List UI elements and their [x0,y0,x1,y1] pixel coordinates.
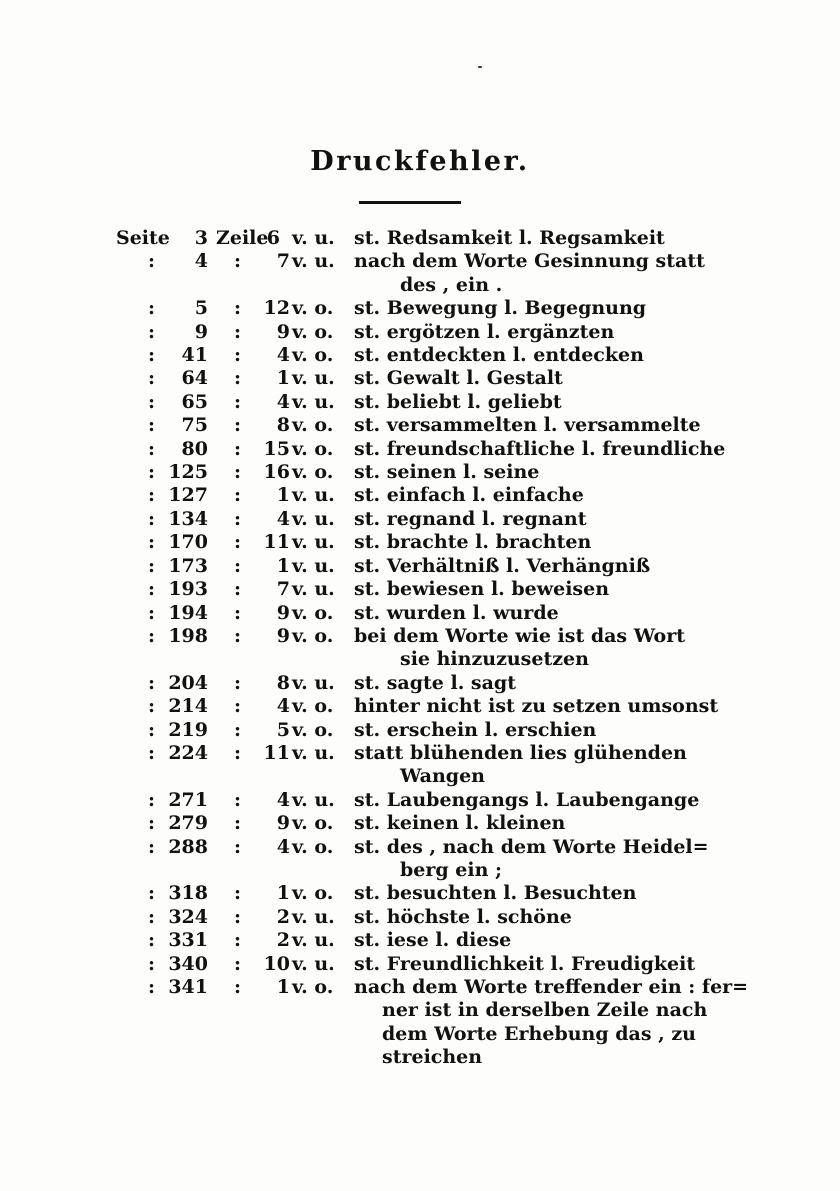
line-direction: v. o. [292,812,334,835]
page-number: 127 [168,484,208,507]
page-number: 194 [168,601,208,624]
errata-row [116,836,726,883]
line-number: 8 [276,414,290,437]
ditto-mark: : [148,929,156,952]
ditto-mark: : [148,414,156,437]
line-direction: v. o. [292,624,334,647]
correction-continuation: Wangen [400,765,485,788]
errata-row [116,976,749,1070]
correction-continuation: sie hinzuzusetzen [400,648,589,671]
line-number: 4 [276,344,290,367]
ditto-mark: : [148,601,156,624]
correction-text: st. Laubengangs l. Laubengange [354,788,700,811]
line-direction: v. u. [292,741,335,764]
seite-label: Seite [116,227,170,249]
line-direction: v. o. [292,297,334,320]
correction-text: st. des , nach dem Worte Heidel= [354,835,709,858]
line-number: 7 [276,578,290,601]
correction-text: st. höchste l. schöne [354,905,572,928]
line-direction: v. u. [292,905,335,928]
correction-text: st. entdeckten l. entdecken [354,344,644,367]
correction-text: st. einfach l. einfache [354,484,584,507]
line-direction: v. o. [292,320,334,343]
errata-row [116,297,726,320]
line-number: 4 [276,835,290,858]
ditto-mark: : [234,905,242,928]
line-direction: v. u. [292,484,335,507]
page-number: 331 [168,929,208,952]
ditto-mark: : [148,624,156,647]
correction-text: st. ergötzen l. ergänzten [354,320,615,343]
line-direction: v. u. [292,578,335,601]
ditto-mark: : [234,484,242,507]
title-rule [359,201,461,204]
ditto-mark: : [234,578,242,601]
ditto-mark: : [148,531,156,554]
errata-row [116,742,726,789]
correction-text: st. beliebt l. geliebt [354,390,562,413]
ditto-mark: : [148,976,156,998]
ditto-mark: : [234,835,242,858]
page-number: 75 [181,414,208,437]
ditto-mark: : [234,929,242,952]
page-number: 318 [168,882,208,905]
correction-text: st. besuchten l. Besuchten [354,882,637,905]
ditto-mark: : [148,718,156,741]
errata-row [116,321,726,344]
ditto-mark: : [148,297,156,320]
ditto-mark: : [234,741,242,764]
line-direction: v. o. [292,461,334,484]
line-direction: v. o. [292,718,334,741]
page-number: 224 [168,741,208,764]
errata-list [116,227,749,1070]
ditto-mark: : [234,461,242,484]
correction-text: st. erschein l. erschien [354,718,597,741]
line-number: 16 [263,461,290,484]
line-number: 2 [276,929,290,952]
page-number: 324 [168,905,208,928]
line-direction: v. o. [292,414,334,437]
correction-text: nach dem Worte treffender ein : fer= [354,976,749,998]
line-number: 8 [276,671,290,694]
page-number: 271 [168,788,208,811]
line-number: 1 [276,554,290,577]
page-number: 193 [168,578,208,601]
line-direction: v. u. [292,952,335,975]
correction-continuation: dem Worte Erhebung das , zu [382,1022,696,1045]
ditto-mark: : [148,671,156,694]
line-number: 9 [276,624,290,647]
page-number: 198 [168,624,208,647]
correction-text: statt blühenden lies glühenden [354,741,687,764]
errata-row [116,250,726,297]
line-direction: v. u. [292,250,335,273]
errata-row [116,906,726,929]
ditto-mark: : [234,882,242,905]
correction-continuation: ner ist in derselben Zeile nach [382,999,708,1022]
line-direction: v. o. [292,695,334,718]
ditto-mark: : [148,320,156,343]
errata-row [116,882,726,905]
correction-text: st. wurden l. wurde [354,601,559,624]
errata-row [116,508,726,531]
ditto-mark: : [148,461,156,484]
line-number: 1 [276,484,290,507]
print-speck [478,66,482,68]
line-direction: v. u. [292,507,335,530]
line-number: 11 [263,531,290,554]
errata-row [116,625,726,672]
correction-text: st. brachte l. brachten [354,531,592,554]
ditto-mark: : [234,414,242,437]
line-number: 4 [276,695,290,718]
line-direction: v. u. [292,788,335,811]
ditto-mark: : [234,507,242,530]
ditto-mark: : [234,297,242,320]
ditto-mark: : [148,882,156,905]
ditto-mark: : [148,788,156,811]
ditto-mark: : [148,812,156,835]
page-number: 288 [168,835,208,858]
line-direction: v. o. [292,976,334,998]
ditto-mark: : [148,250,156,273]
errata-row [116,555,726,578]
line-number: 10 [263,952,290,975]
line-number: 1 [276,976,290,998]
page-number: 80 [181,437,208,460]
ditto-mark: : [148,507,156,530]
errata-row [116,719,726,742]
ditto-mark: : [148,952,156,975]
ditto-mark: : [234,812,242,835]
ditto-mark: : [234,390,242,413]
line-direction: v. o. [292,601,334,624]
line-direction: v. u. [292,367,335,390]
errata-row [116,531,726,554]
page-number: 204 [168,671,208,694]
line-number: 9 [276,320,290,343]
page-title: Druckfehler. [310,146,530,177]
ditto-mark: : [234,250,242,273]
page-number: 214 [168,695,208,718]
correction-text: st. Gewalt l. Gestalt [354,367,563,390]
ditto-mark: : [234,531,242,554]
line-direction: v. u. [292,227,335,249]
errata-row [116,672,726,695]
ditto-mark: : [234,718,242,741]
page-number: 341 [168,976,208,998]
page-number: 125 [168,461,208,484]
line-number: 6 [266,227,280,249]
errata-row [116,602,726,625]
line-number: 4 [276,507,290,530]
line-number: 2 [276,905,290,928]
ditto-mark: : [234,976,242,998]
ditto-mark: : [234,788,242,811]
ditto-mark: : [148,835,156,858]
ditto-mark: : [234,344,242,367]
errata-row [116,438,726,461]
line-direction: v. u. [292,929,335,952]
ditto-mark: : [234,952,242,975]
line-number: 9 [276,812,290,835]
correction-continuation: streichen [382,1046,483,1069]
ditto-mark: : [148,741,156,764]
ditto-mark: : [148,367,156,390]
correction-text: st. Redsamkeit l. Regsamkeit [354,227,665,249]
line-number: 4 [276,788,290,811]
ditto-mark: : [148,344,156,367]
correction-text: st. seinen l. seine [354,461,540,484]
correction-text: hinter nicht ist zu setzen umsonst [354,695,719,718]
page-number: 9 [194,320,208,343]
correction-text: st. iese l. diese [354,929,512,952]
zeile-label: Zeile [216,227,269,249]
correction-text: st. versammelten l. versammelte [354,414,701,437]
line-number: 4 [276,390,290,413]
ditto-mark: : [148,437,156,460]
correction-continuation: berg ein ; [400,858,503,881]
line-number: 1 [276,367,290,390]
ditto-mark: : [234,554,242,577]
page-number: 134 [168,507,208,530]
ditto-mark: : [234,320,242,343]
errata-row [116,929,726,952]
page-number: 340 [168,952,208,975]
ditto-mark: : [234,601,242,624]
ditto-mark: : [234,695,242,718]
errata-row [116,367,726,390]
errata-row [116,953,726,976]
page-number: 170 [168,531,208,554]
line-number: 15 [263,437,290,460]
errata-row [116,414,726,437]
line-direction: v. u. [292,390,335,413]
ditto-mark: : [148,390,156,413]
correction-text: st. Freundlichkeit l. Freudigkeit [354,952,696,975]
correction-text: st. sagte l. sagt [354,671,516,694]
ditto-mark: : [148,484,156,507]
correction-text: st. keinen l. kleinen [354,812,566,835]
line-direction: v. u. [292,554,335,577]
correction-text: st. bewiesen l. beweisen [354,578,610,601]
errata-row [116,391,726,414]
errata-row [116,227,726,250]
line-direction: v. u. [292,531,335,554]
line-number: 11 [263,741,290,764]
ditto-mark: : [234,437,242,460]
page-number: 5 [194,297,208,320]
page-number: 279 [168,812,208,835]
line-number: 1 [276,882,290,905]
correction-text: bei dem Worte wie ist das Wort [354,624,685,647]
line-direction: v. o. [292,882,334,905]
ditto-mark: : [234,367,242,390]
errata-row [116,578,726,601]
errata-row [116,789,726,812]
line-direction: v. o. [292,344,334,367]
ditto-mark: : [148,695,156,718]
correction-text: st. freundschaftliche l. freundliche [354,437,726,460]
line-direction: v. o. [292,437,334,460]
line-direction: v. o. [292,835,334,858]
correction-text: nach dem Worte Gesinnung statt [354,250,705,273]
line-number: 9 [276,601,290,624]
page-number: 4 [194,250,208,273]
page-number: 173 [168,554,208,577]
correction-text: st. Bewegung l. Begegnung [354,297,647,320]
ditto-mark: : [148,554,156,577]
ditto-mark: : [148,905,156,928]
correction-continuation: des , ein . [400,273,503,296]
page-number: 3 [194,227,208,249]
ditto-mark: : [234,671,242,694]
page-number: 219 [168,718,208,741]
ditto-mark: : [234,624,242,647]
errata-row [116,484,726,507]
errata-row [116,812,726,835]
line-number: 12 [263,297,290,320]
ditto-mark: : [148,578,156,601]
page-number: 41 [181,344,208,367]
line-number: 5 [276,718,290,741]
page-number: 65 [181,390,208,413]
errata-row [116,461,726,484]
errata-row [116,344,726,367]
correction-text: st. Verhältniß l. Verhängniß [354,554,651,577]
line-number: 7 [276,250,290,273]
line-direction: v. u. [292,671,335,694]
page-number: 64 [181,367,208,390]
correction-text: st. regnand l. regnant [354,507,587,530]
errata-row [116,695,726,718]
